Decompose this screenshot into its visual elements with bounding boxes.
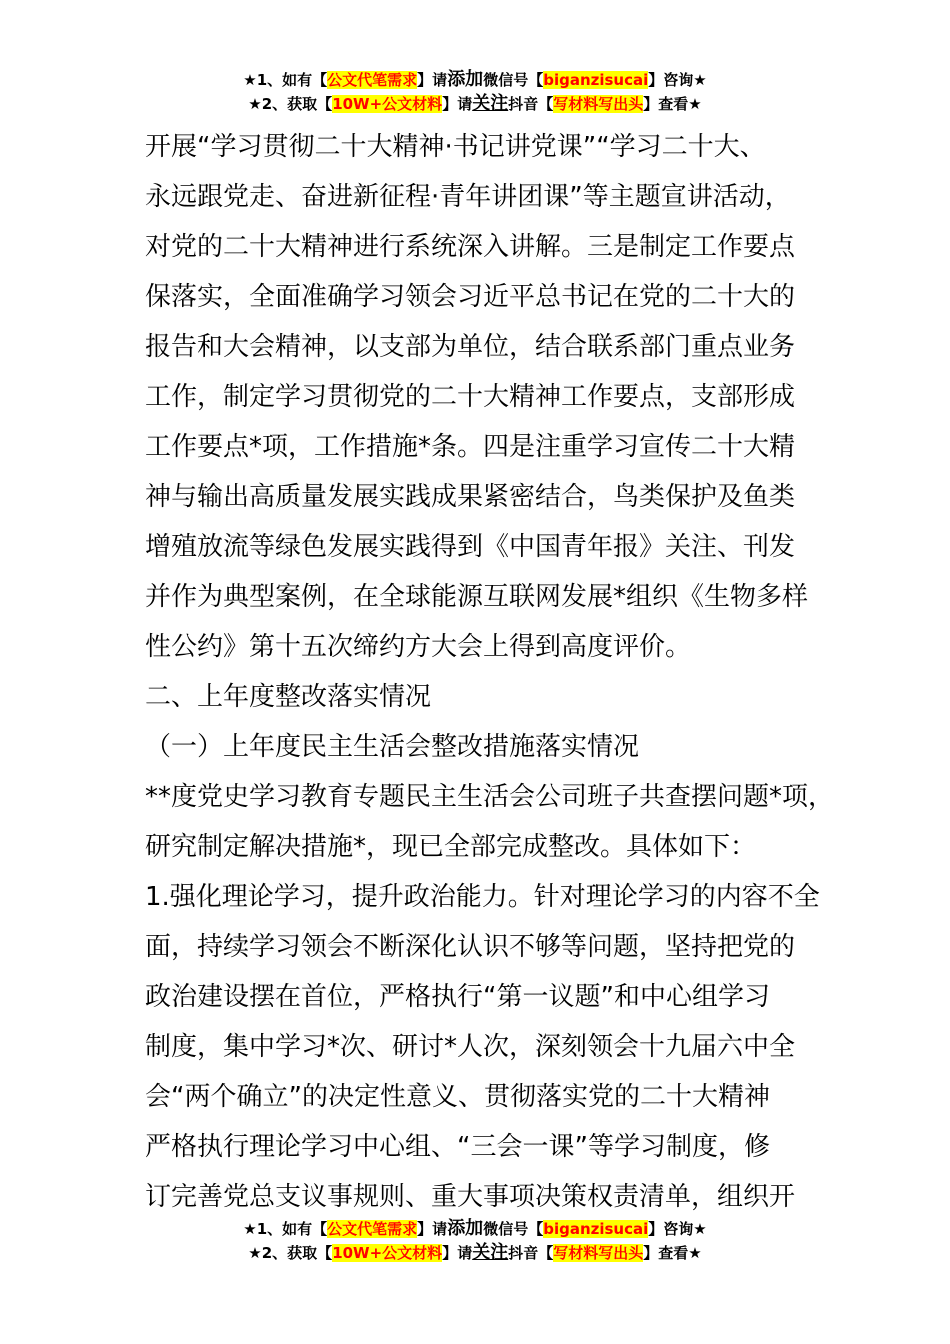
body-line: 性公约》第十五次缔约方大会上得到高度评价。 xyxy=(145,632,692,662)
promo-text: 】查看★ xyxy=(643,1244,702,1262)
body-line: 研究制定解决措施*，现已全部完成整改。具体如下： xyxy=(145,832,757,862)
body-line: 开展“学习贯彻二十大精神·书记讲党课”“学习二十大、 xyxy=(145,132,766,162)
body-line: 报告和大会精神，以支部为单位，结合联系部门重点业务 xyxy=(145,332,796,362)
promo-line-2 xyxy=(0,1241,950,1265)
promo-text: 】请 xyxy=(442,1244,473,1262)
body-line: 政治建设摆在首位，严格执行“第一议题”和中心组学习 xyxy=(145,982,770,1012)
promo-highlight: 写材料写出头 xyxy=(553,95,644,113)
promo-text: 微信号【 xyxy=(483,1220,544,1238)
promo-line-2 xyxy=(0,92,950,116)
body-line: 并作为典型案例，在全球能源互联网发展*组织《生物多样 xyxy=(145,582,809,612)
body-line: 对党的二十大精神进行系统深入讲解。三是制定工作要点 xyxy=(145,232,796,262)
document-body xyxy=(145,122,835,1222)
body-line: 神与输出高质量发展实践成果紧密结合，鸟类保护及鱼类 xyxy=(145,482,796,512)
promo-text: ★2、获取【 xyxy=(248,1244,333,1262)
body-line: 订完善党总支议事规则、重大事项决策权责清单，组织开 xyxy=(145,1182,796,1212)
promo-text: 微信号【 xyxy=(483,71,544,89)
promo-text: 】咨询★ xyxy=(648,1220,707,1238)
top-promo-banner xyxy=(0,68,950,116)
promo-text: 抖音【 xyxy=(508,95,554,113)
body-line: 会“两个确立”的决定性意义、贯彻落实党的二十大精神 xyxy=(145,1082,770,1112)
body-line: 工作，制定学习贯彻党的二十大精神工作要点，支部形成 xyxy=(145,382,796,412)
promo-text: ★1、如有【 xyxy=(243,1220,328,1238)
promo-line-1 xyxy=(0,1217,950,1241)
promo-text: 】请 xyxy=(417,1220,448,1238)
promo-highlight: 10W+公文材料 xyxy=(332,95,443,113)
promo-text: ★1、如有【 xyxy=(243,71,328,89)
promo-text: 】咨询★ xyxy=(648,71,707,89)
body-line: 严格执行理论学习中心组、“三会一课”等学习制度，修 xyxy=(145,1132,770,1162)
section-heading: 二、上年度整改落实情况 xyxy=(145,682,432,712)
body-line: **度党史学习教育专题民主生活会公司班子共查摆问题*项， xyxy=(145,782,835,812)
promo-text: 】查看★ xyxy=(643,95,702,113)
promo-text: ★2、获取【 xyxy=(248,95,333,113)
body-line: 1.强化理论学习，提升政治能力。针对理论学习的内容不全 xyxy=(145,882,820,912)
promo-line-1 xyxy=(0,68,950,92)
promo-text: 】请 xyxy=(417,71,448,89)
body-line: 面，持续学习领会不断深化认识不够等问题，坚持把党的 xyxy=(145,932,796,962)
promo-text: 】请 xyxy=(442,95,473,113)
body-line: 永远跟党走、奋进新征程·青年讲团课”等主题宣讲活动， xyxy=(145,182,791,212)
promo-highlight: 公文代笔需求 xyxy=(327,71,418,89)
promo-highlight: 公文代笔需求 xyxy=(327,1220,418,1238)
promo-emphasis: 关注 xyxy=(472,1242,509,1263)
promo-highlight: 10W+公文材料 xyxy=(332,1244,443,1262)
subsection-heading: （一）上年度民主生活会整改措施落实情况 xyxy=(145,732,640,762)
body-line: 保落实，全面准确学习领会习近平总书记在党的二十大的 xyxy=(145,282,796,312)
promo-text: 抖音【 xyxy=(508,1244,554,1262)
promo-emphasis: 关注 xyxy=(472,93,509,114)
promo-emphasis: 添加 xyxy=(447,69,484,90)
promo-highlight: 写材料写出头 xyxy=(553,1244,644,1262)
promo-highlight: biganzisucai xyxy=(543,71,649,89)
promo-emphasis: 添加 xyxy=(447,1218,484,1239)
bottom-promo-banner xyxy=(0,1217,950,1265)
body-line: 工作要点*项，工作措施*条。四是注重学习宣传二十大精 xyxy=(145,432,796,462)
body-line: 增殖放流等绿色发展实践得到《中国青年报》关注、刊发 xyxy=(145,532,796,562)
promo-highlight: biganzisucai xyxy=(543,1220,649,1238)
body-line: 制度，集中学习*次、研讨*人次，深刻领会十九届六中全 xyxy=(145,1032,796,1062)
